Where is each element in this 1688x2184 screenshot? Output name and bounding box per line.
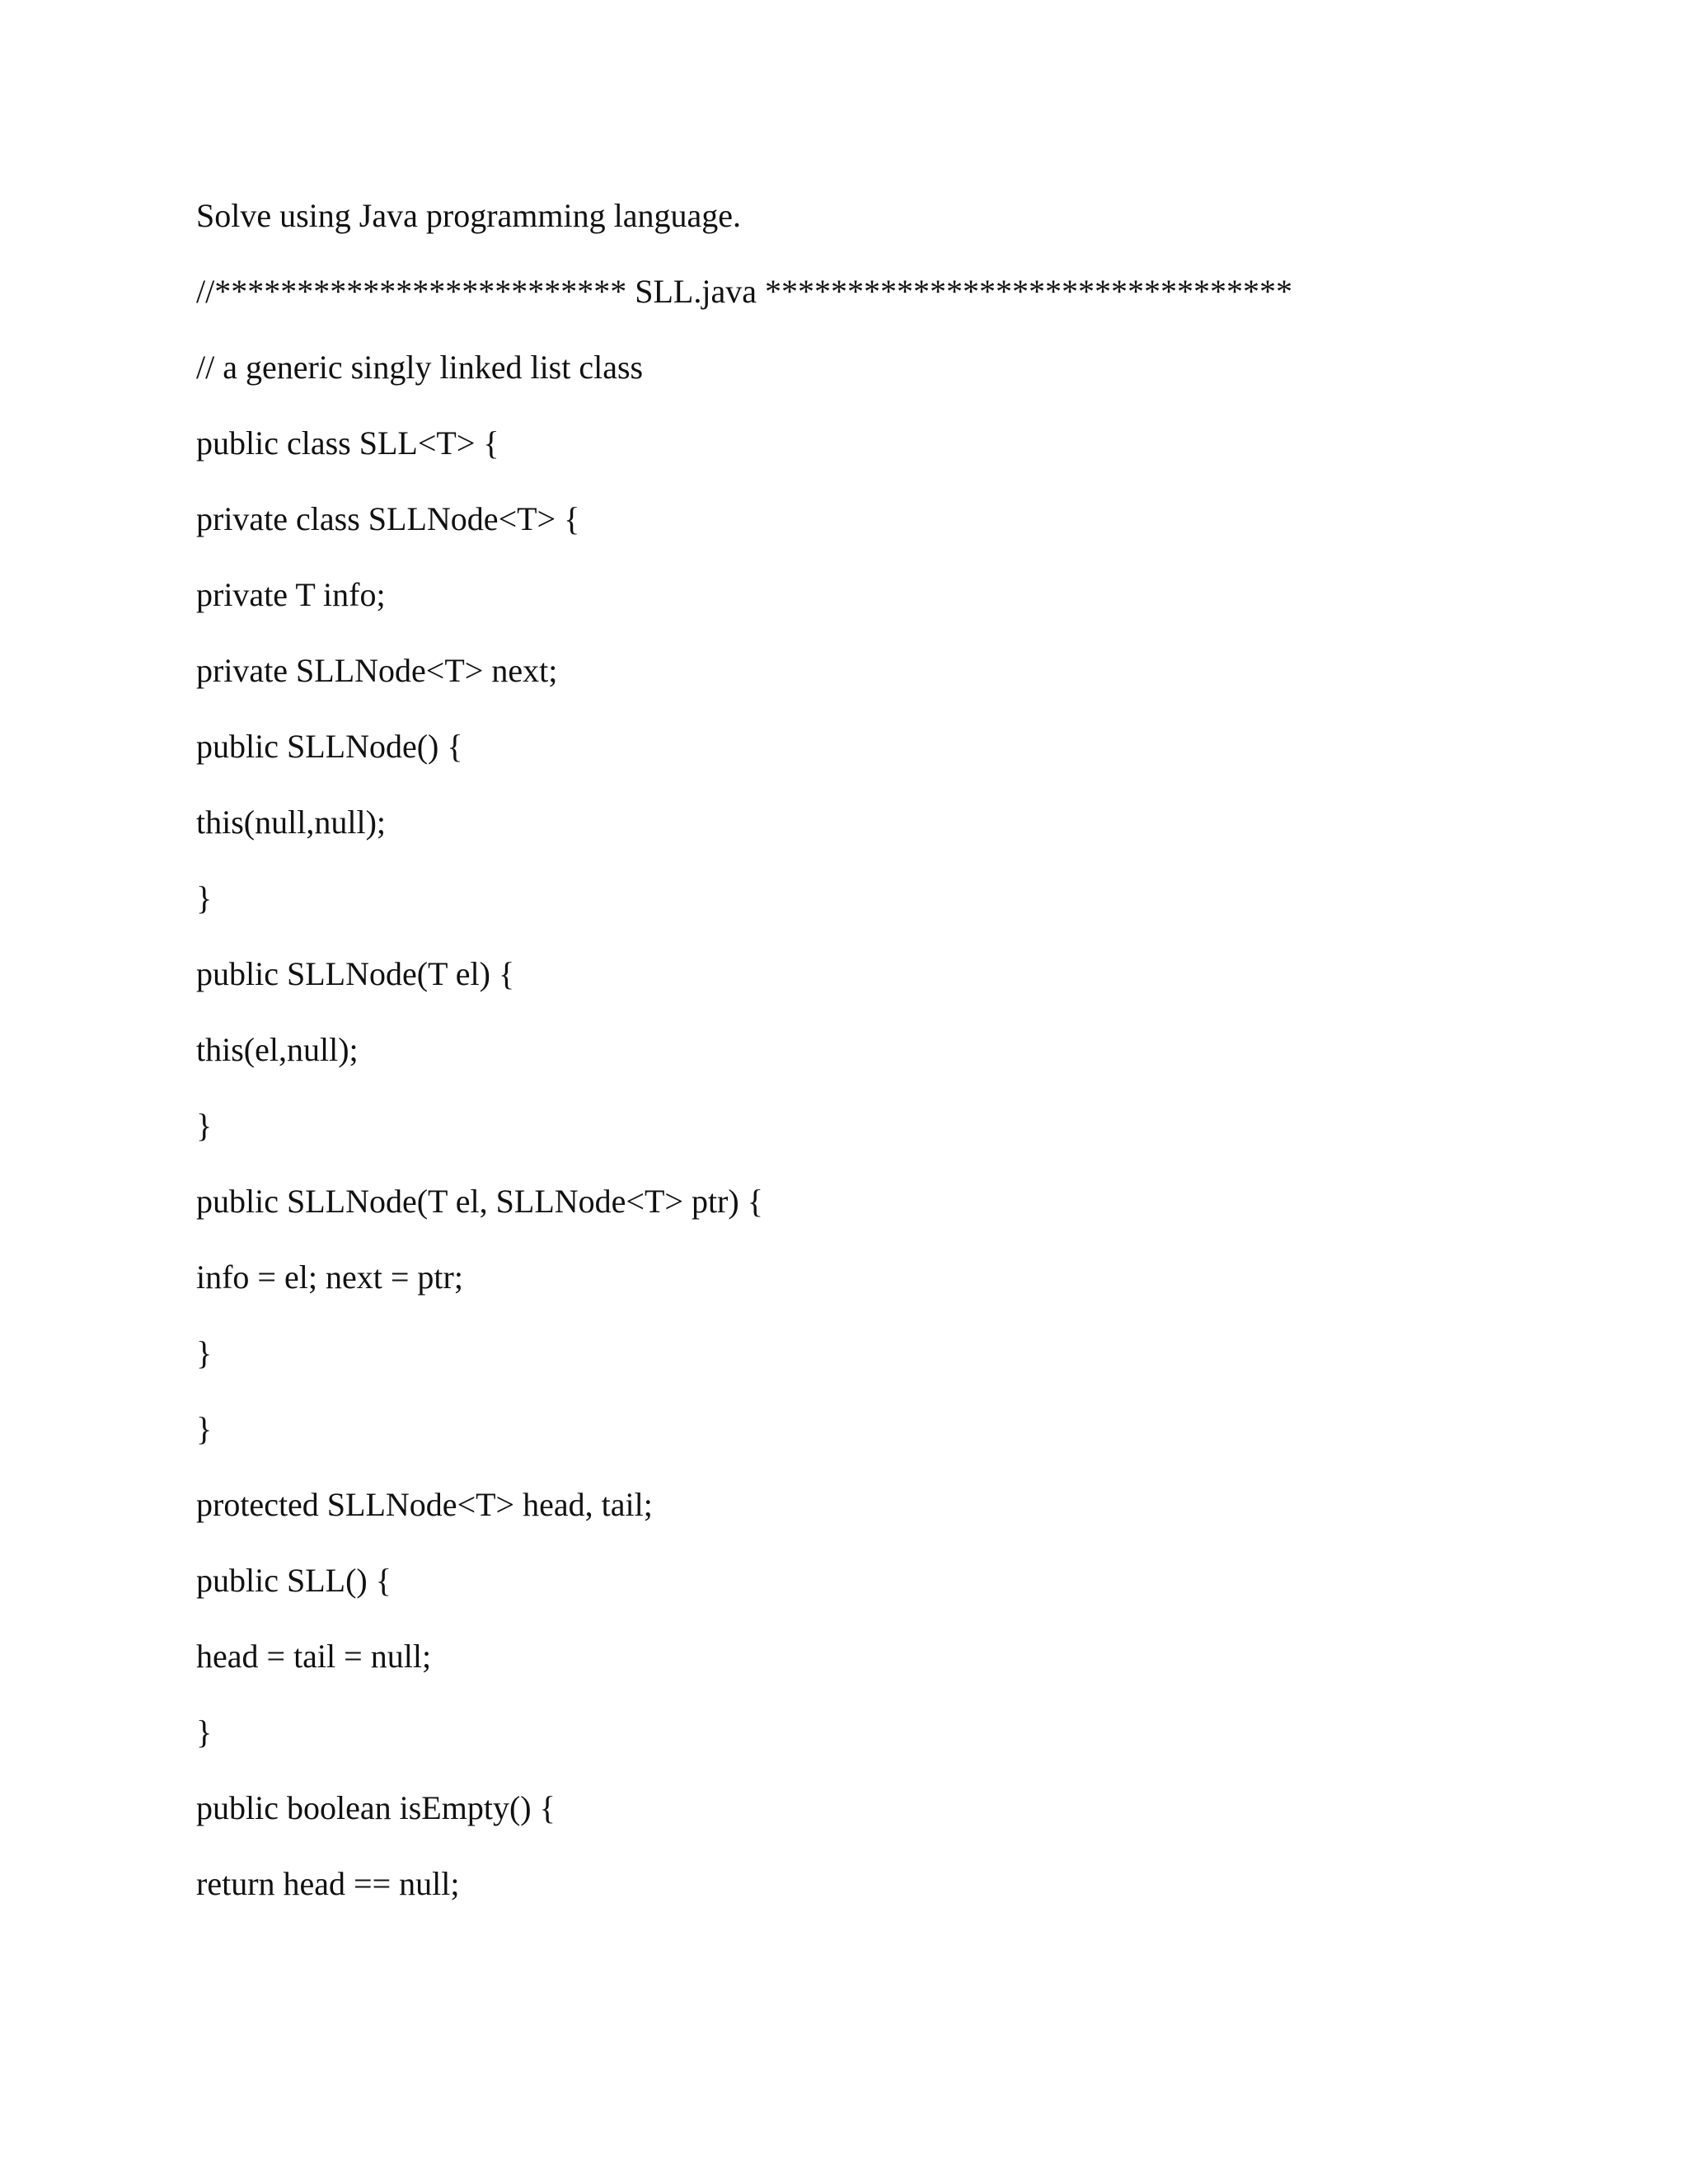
code-line: public SLL() {	[196, 1562, 392, 1599]
code-line: public SLLNode(T el) {	[196, 955, 515, 992]
code-line-file-header: //************************* SLL.java ********************************	[196, 273, 1292, 310]
intro-text: Solve using Java programming language.	[196, 197, 741, 234]
code-line: public boolean isEmpty() {	[196, 1789, 556, 1826]
code-line: private T info;	[196, 576, 386, 613]
code-line: info = el; next = ptr;	[196, 1258, 463, 1296]
code-line: }	[196, 879, 213, 916]
code-line: private SLLNode<T> next;	[196, 652, 558, 689]
code-line: public SLLNode(T el, SLLNode<T> ptr) {	[196, 1183, 763, 1220]
code-line: protected SLLNode<T> head, tail;	[196, 1486, 653, 1523]
code-line: public SLLNode() {	[196, 728, 463, 765]
code-line: }	[196, 1334, 213, 1371]
code-line: public class SLL<T> {	[196, 424, 499, 462]
code-line: }	[196, 1713, 213, 1750]
code-line: this(el,null);	[196, 1031, 359, 1068]
code-line: this(null,null);	[196, 804, 386, 841]
code-line: head = tail = null;	[196, 1638, 432, 1675]
code-line: return head == null;	[196, 1865, 460, 1902]
code-line: }	[196, 1410, 213, 1447]
code-line: private class SLLNode<T> {	[196, 500, 580, 537]
code-line: }	[196, 1107, 213, 1144]
code-line-comment: // a generic singly linked list class	[196, 349, 644, 386]
